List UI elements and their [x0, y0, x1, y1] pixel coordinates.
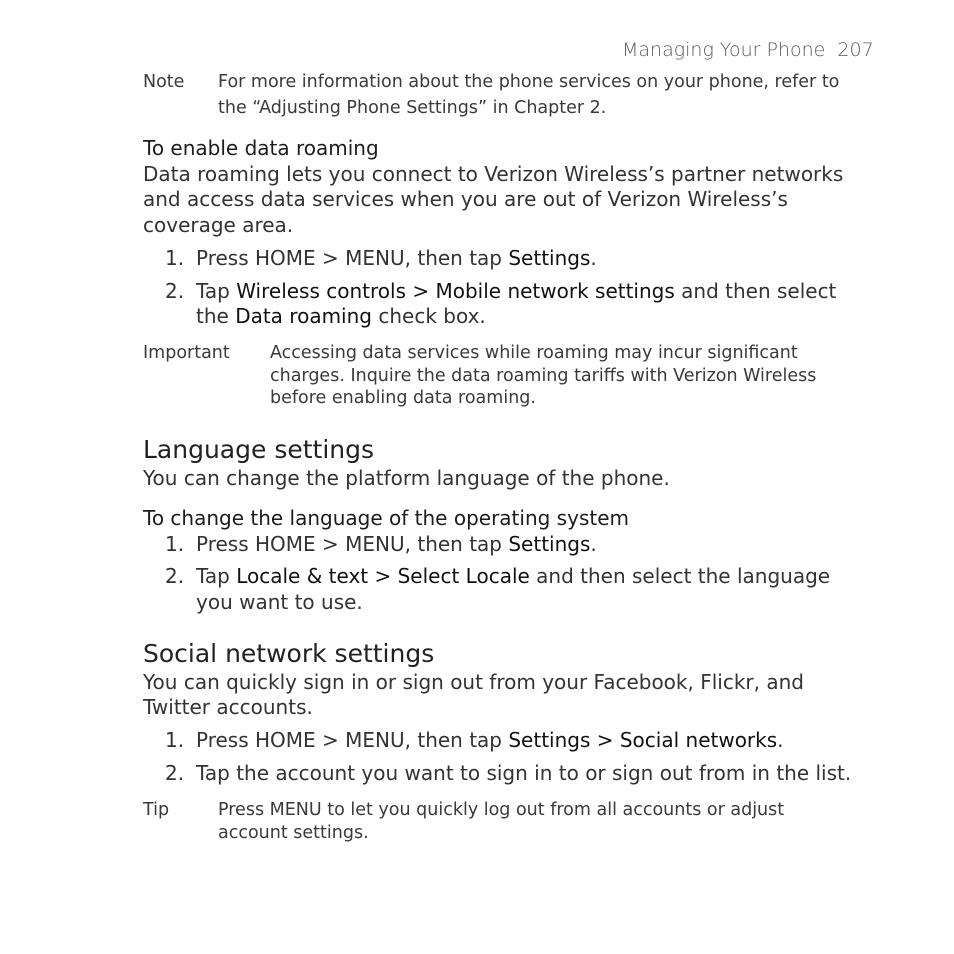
roaming-step1 [196, 246, 597, 270]
roaming-step2-text: Tap [196, 279, 237, 303]
roaming-para-line1: Data roaming lets you connect to Verizon Wireless’s partner networks [143, 162, 844, 186]
note-text-line1: For more information about the phone services on your phone, refer to [218, 72, 840, 92]
social-section-title: Social network settings [143, 639, 435, 668]
tip-text-line1: Press MENU to let you quickly log out from all accounts or adjust [218, 800, 785, 820]
language-step1-text: Press HOME > MENU, then tap [196, 532, 509, 556]
social-step1-text: Press HOME > MENU, then tap [196, 728, 509, 752]
header-title: Managing Your Phone [622, 39, 826, 61]
roaming-step2-line2-highlight: Data roaming [235, 304, 372, 328]
social-step1-highlight: Settings > Social networks [508, 728, 778, 752]
language-step1-end: . [590, 532, 597, 556]
social-step1-number: 1. [165, 728, 185, 752]
roaming-step1-number: 1. [165, 246, 185, 270]
language-intro: You can change the platform language of the phone. [143, 466, 670, 490]
roaming-step1-text: Press HOME > MENU, then tap [196, 246, 509, 270]
roaming-step1-highlight: Settings [508, 246, 591, 270]
roaming-step2-line2 [196, 304, 486, 328]
roaming-step2-line1 [196, 279, 836, 303]
social-intro-line1: You can quickly sign in or sign out from your Facebook, Flickr, and [143, 670, 804, 694]
roaming-step2-line2-end: check box. [371, 304, 486, 328]
running-header [622, 39, 874, 61]
important-text-line3: before enabling data roaming. [270, 388, 536, 408]
social-step2-number: 2. [165, 761, 185, 785]
page-number: 207 [837, 39, 874, 61]
language-step2-line1 [196, 564, 830, 588]
language-step2-number: 2. [165, 564, 185, 588]
social-step1-end: . [777, 728, 784, 752]
tip-text-line2: account settings. [218, 823, 369, 843]
important-label: Important [143, 343, 230, 363]
language-heading: To change the language of the operating system [143, 506, 629, 530]
roaming-step2-line2-text: the [196, 304, 236, 328]
language-step2-text: Tap [196, 564, 237, 588]
roaming-step2-mid: and then select [674, 279, 837, 303]
language-step1-number: 1. [165, 532, 185, 556]
language-step2-line2: you want to use. [196, 590, 363, 614]
important-text-line2: charges. Inquire the data roaming tariffs with Verizon Wireless [270, 366, 817, 386]
language-step1 [196, 532, 597, 556]
language-step2-highlight: Locale & text > Select Locale [236, 564, 530, 588]
tip-label: Tip [143, 800, 170, 820]
roaming-heading: To enable data roaming [143, 136, 379, 160]
note-label: Note [143, 72, 185, 92]
roaming-step2-highlight: Wireless controls > Mobile network settings [236, 279, 675, 303]
roaming-para-line3: coverage area. [143, 213, 294, 237]
language-step1-highlight: Settings [508, 532, 591, 556]
social-step2: Tap the account you want to sign in to or sign out from in the list. [196, 761, 852, 785]
language-step2-end: and then select the language [529, 564, 831, 588]
roaming-para-line2: and access data services when you are out of Verizon Wireless’s [143, 187, 788, 211]
language-section-title: Language settings [143, 435, 375, 464]
social-step1 [196, 728, 784, 752]
roaming-step2-number: 2. [165, 279, 185, 303]
important-text-line1: Accessing data services while roaming may incur significant [270, 343, 798, 363]
note-text-line2: the “Adjusting Phone Settings” in Chapter 2. [218, 98, 607, 118]
social-intro-line2: Twitter accounts. [143, 695, 313, 719]
roaming-step1-end: . [590, 246, 597, 270]
